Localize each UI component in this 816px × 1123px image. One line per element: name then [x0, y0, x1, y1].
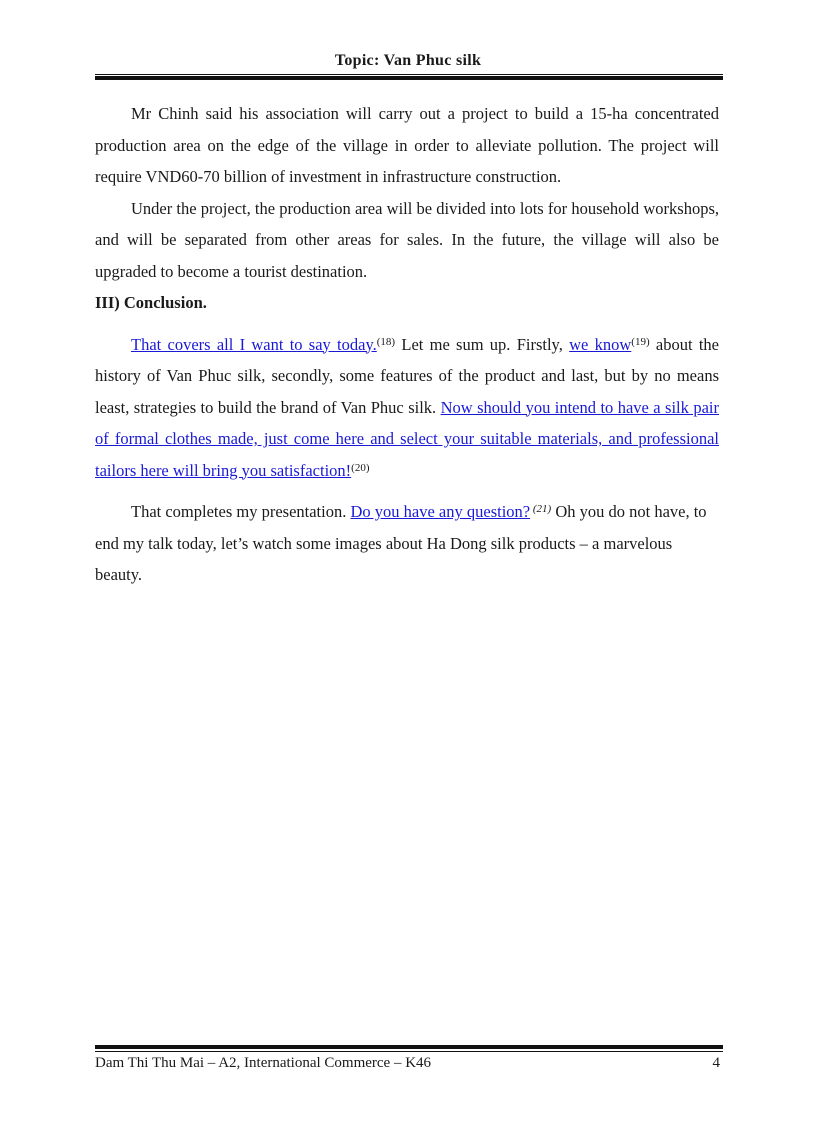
paragraph-upgrade: Under the project, the production area will be divided into lots for household workshops, and will be separated from other areas for sales. In the future, the village will also be upgraded to become a tourist destination. — [95, 198, 719, 281]
closing-text-2: Oh you do not have, to end my talk today, let’s watch some images about Ha Dong silk products – a marvelous beauty. — [95, 502, 707, 584]
header-title: Topic: Van Phuc silk — [334, 52, 482, 69]
link-should-you-intend[interactable]: Now should you intend to have a silk pair of formal clothes made, just come here and select your suitable materials, and professional tailors here will bring you satisfaction! — [95, 397, 719, 480]
paragraph-closing — [95, 496, 719, 591]
page-number: 4 — [712, 1055, 720, 1071]
conclusion-text-2: about the history of Van Phuc silk, secondly, some features of the product and last, but by no means least, strategies to build the brand of Van Phuc silk. — [95, 334, 719, 417]
link-we-know[interactable]: we know — [569, 334, 632, 354]
document-body — [95, 98, 719, 591]
header-rule-thick — [95, 76, 723, 80]
header-rule-thin — [95, 74, 723, 75]
section-heading-conclusion: III) Conclusion. — [95, 293, 207, 312]
paragraph-conclusion — [95, 329, 719, 487]
reference-18: (18) — [376, 335, 396, 348]
paragraph-project: Mr Chinh said his association will carry out a project to build a 15-ha concentrated production area on the edge of the village in order to alleviate pollution. The project will require VND60-70 billion of investment in infrastructure construction. — [95, 104, 719, 186]
closing-text-1: That completes my presentation. — [131, 502, 351, 521]
reference-19: (19) — [631, 335, 650, 348]
footer-author: Dam Thi Thu Mai – A2, International Commerce – K46 — [95, 1055, 432, 1071]
reference-20: (20) — [351, 461, 370, 474]
footer-rule-thin — [95, 1051, 723, 1052]
conclusion-text-1: Let me sum up. Firstly, — [395, 334, 570, 354]
footer-rule-thick — [95, 1045, 723, 1049]
link-any-question[interactable]: Do you have any question? — [350, 502, 531, 521]
spacer — [95, 486, 719, 496]
spacer — [95, 319, 719, 329]
reference-21: (21) — [530, 503, 552, 515]
link-covers-all[interactable]: That covers all I want to say today. — [131, 334, 377, 354]
